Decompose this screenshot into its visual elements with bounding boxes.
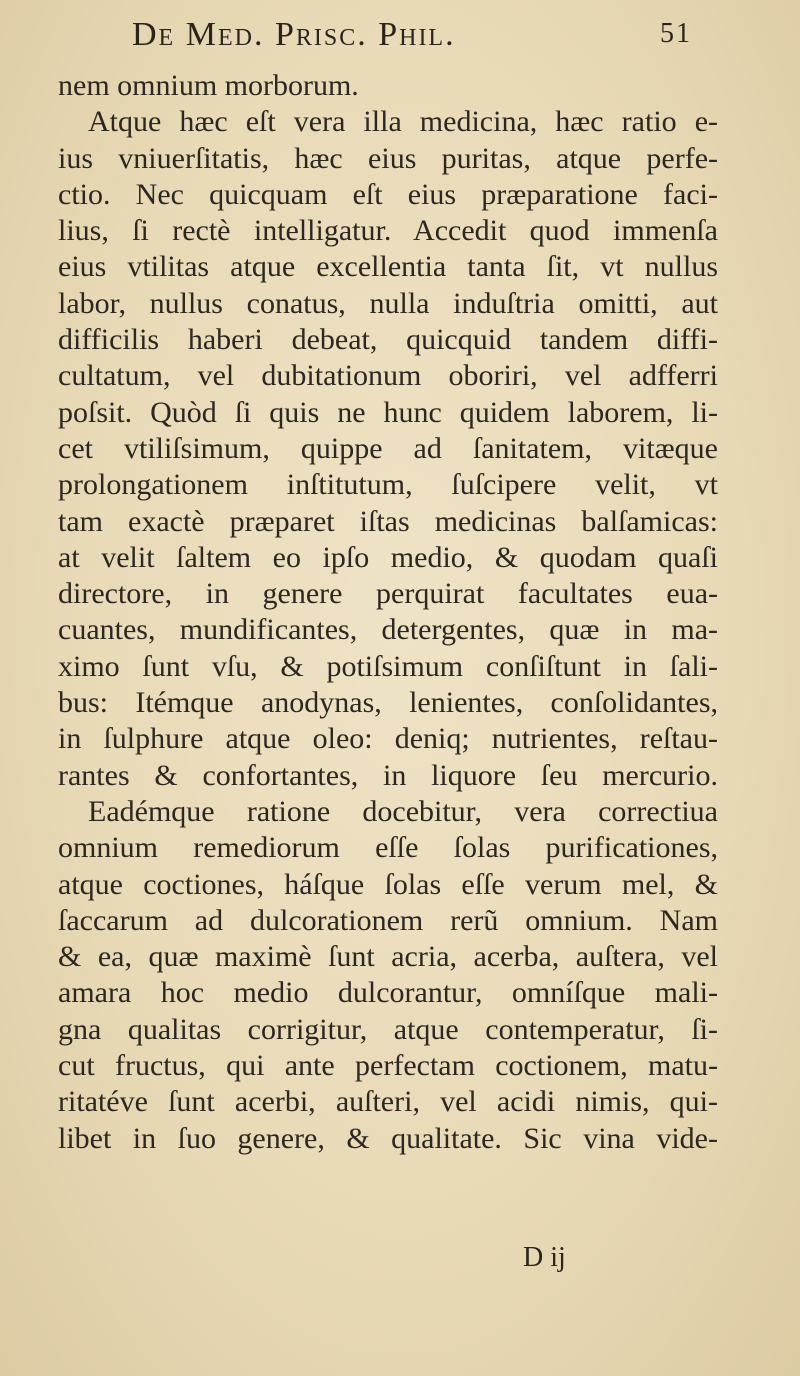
text-line: ximo ſunt vſu, & potiſsimum conſiſtunt in ſali- — [58, 649, 718, 683]
text-line: nem omnium morborum. — [58, 69, 359, 102]
text-line: Eadémque ratione docebitur, vera correctiua — [88, 794, 718, 828]
text-line: ctio. Nec quicquam eſt eius præparatione faci- — [58, 177, 718, 211]
running-head-title: De Med. Prisc. Phil. — [132, 16, 456, 53]
body-text — [58, 68, 718, 1157]
text-line: ius vniuerſitatis, hæc eius puritas, atque perfe- — [58, 141, 718, 175]
signature-mark: D ij — [523, 1242, 566, 1273]
text-line: amara hoc medio dulcorantur, omníſque mali- — [58, 976, 718, 1010]
text-line: cut fructus, qui ante perfectam coctionem, matu- — [58, 1049, 718, 1083]
text-line: & ea, quæ maximè ſunt acria, acerba, auſtera, vel — [58, 940, 718, 974]
text-line: tam exactè præparet iſtas medicinas balſamicas: — [58, 504, 718, 538]
text-line: cuantes, mundificantes, detergentes, quæ in ma- — [58, 613, 718, 647]
text-line: at velit ſaltem eo ipſo medio, & quodam quaſi — [58, 540, 718, 574]
running-head — [132, 16, 692, 66]
text-line: bus: Itémque anodynas, lenientes, conſolidantes, — [58, 686, 718, 720]
text-line: ritatéve ſunt acerbi, auſteri, vel acidi nimis, qui- — [58, 1085, 718, 1119]
page-footer — [0, 1242, 800, 1282]
text-line: labor, nullus conatus, nulla induſtria omitti, aut — [58, 286, 718, 320]
text-line: cet vtiliſsimum, quippe ad ſanitatem, vitæque — [58, 431, 718, 465]
text-line: gna qualitas corrigitur, atque contemperatur, ſi- — [58, 1012, 718, 1046]
text-line: prolongationem inſtitutum, ſuſcipere velit, vt — [58, 468, 718, 502]
text-line: libet in ſuo genere, & qualitate. Sic vina vide- — [58, 1121, 718, 1155]
text-line: eius vtilitas atque excellentia tanta ſit, vt nullus — [58, 250, 718, 284]
text-line: atque coctiones, háſque ſolas eſſe verum mel, & — [58, 867, 718, 901]
text-line: poſsit. Quòd ſi quis ne hunc quidem laborem, li- — [58, 395, 718, 429]
page-number: 51 — [660, 18, 692, 49]
text-line: lius, ſi rectè intelligatur. Accedit quod immenſa — [58, 214, 718, 248]
text-line: Atque hæc eſt vera illa medicina, hæc ratio e- — [88, 105, 718, 139]
text-line: in ſulphure atque oleo: deniq; nutrientes, reſtau- — [58, 722, 718, 756]
text-line: ſaccarum ad dulcorationem rerũ omnium. Nam — [58, 903, 718, 937]
text-line: directore, in genere perquirat facultates eua- — [58, 577, 718, 611]
text-line: rantes & confortantes, in liquore ſeu mercurio. — [58, 758, 718, 792]
text-line: cultatum, vel dubitationum oboriri, vel adfferri — [58, 359, 718, 393]
text-line: omnium remediorum eſſe ſolas purificationes, — [58, 831, 718, 865]
text-line: difficilis haberi debeat, quicquid tandem diffi- — [58, 323, 718, 357]
